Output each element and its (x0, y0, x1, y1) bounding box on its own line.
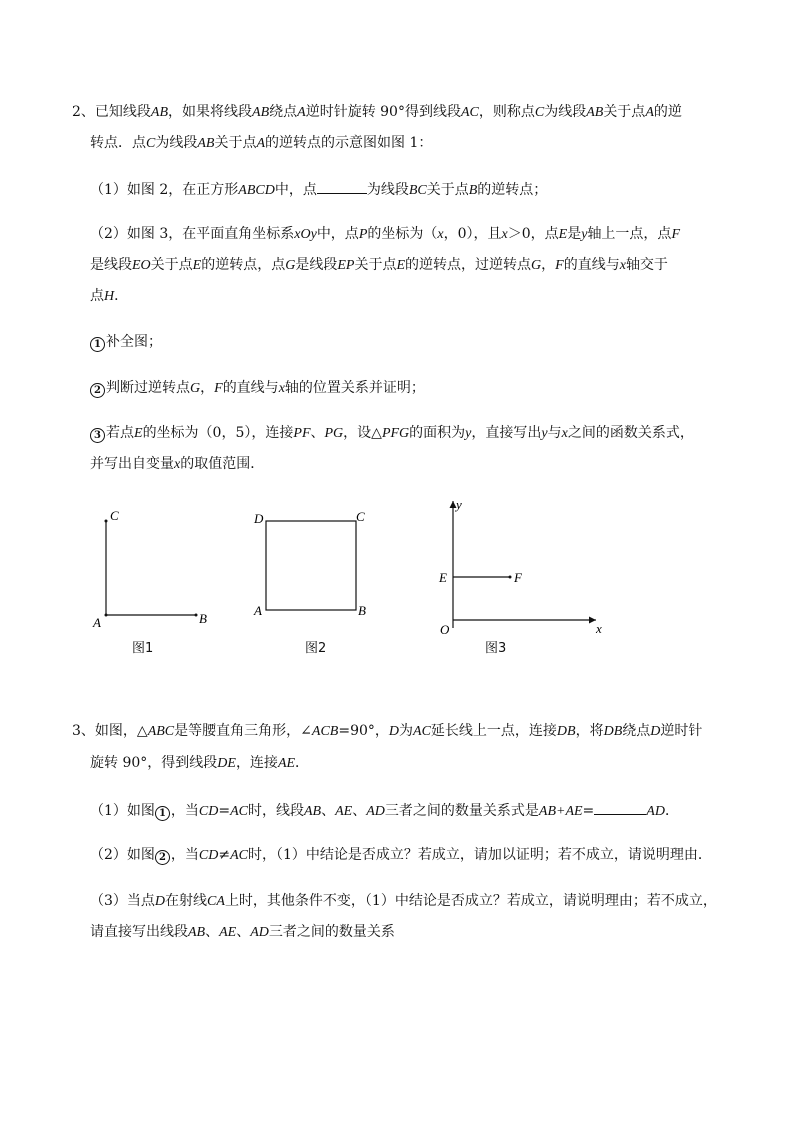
square-abcd (266, 521, 356, 610)
q3-part-2: （2）如图 2 ，当CD≠AC时，（1）中结论是否成立？若成立，请加以证明；若不成立，请说明理由． (90, 847, 712, 863)
circled-number: 1 (155, 806, 170, 821)
label-b: B (358, 603, 366, 618)
q3-part-3-line-1: （3）当点D在射线CA上时，其他条件不变，（1）中结论是否成立？若成立，请说明理由；若不成立， (90, 893, 717, 909)
label-y: y (456, 497, 462, 512)
label-x: x (596, 621, 602, 636)
figure-2 (248, 505, 378, 635)
figure-3-caption: 图3 (485, 641, 507, 656)
figure-2-caption: 图2 (305, 641, 327, 656)
figure-3 (430, 493, 610, 638)
label-a: A (93, 615, 101, 630)
circled-number: 1 (90, 337, 105, 352)
q2-line-2: 转点．点C为线段AB关于点A的逆转点的示意图如图 1： (90, 135, 433, 151)
q3-line-2: 旋转 90°，得到线段DE，连接AE． (90, 755, 310, 771)
q2-part-2-line-3: 点H． (90, 288, 129, 304)
q2-sub-3-line-2: 并写出自变量x的取值范围． (90, 456, 265, 472)
point-a (105, 614, 108, 617)
figure-1 (90, 505, 220, 635)
point-f (509, 576, 512, 579)
point-c (105, 520, 108, 523)
q2-sub-1: 1 补全图； (90, 333, 162, 352)
q2-part-2-line-1: （2）如图 3，在平面直角坐标系xOy中，点P的坐标为（x，0），且x＞0，点E是y轴上一点，点F (90, 226, 680, 242)
q2-sub-2: 2 判断过逆转点G，F的直线与x轴的位置关系并证明； (90, 379, 425, 398)
q2-sub-3-line-1: 3 若点E的坐标为（0，5），连接PF、PG，设△PFG的面积为y，直接写出y与x之间的函数关系式， (90, 424, 694, 443)
circled-number: 2 (155, 850, 170, 865)
label-c: C (356, 509, 365, 524)
label-b: B (199, 611, 207, 626)
label-o: O (440, 622, 450, 637)
circled-number: 2 (90, 383, 105, 398)
figure-1-caption: 图1 (132, 641, 154, 656)
point-b (195, 614, 198, 617)
q3-part-1: （1）如图 1 ，当CD=AC时，线段AB、AE、AD三者之间的数量关系式是AB+AE= AD． (90, 800, 679, 821)
circled-number: 3 (90, 428, 105, 443)
q2-part-1: （1）如图 2，在正方形ABCD中，点 为线段BC关于点B的逆转点； (90, 179, 547, 200)
answer-blank[interactable] (317, 179, 367, 194)
label-e: E (439, 570, 447, 585)
label-a: A (254, 603, 262, 618)
q2-part-2-line-2: 是线段EO关于点E的逆转点，点G是线段EP关于点E的逆转点，过逆转点G，F的直线与x轴交于 (90, 257, 668, 273)
q3-part-3-line-2: 请直接写出线段AB、AE、AD三者之间的数量关系 (90, 924, 395, 940)
q2-line-1: 2、已知线段AB，如果将线段AB绕点A逆时针旋转 90°得到线段AC，则称点C为线段AB关于点A的逆 (72, 104, 682, 120)
label-c: C (110, 508, 119, 523)
q3-line-1: 3、如图，△ABC是等腰直角三角形，∠ACB=90°，D为AC延长线上一点，连接DB，将DB绕点D逆时针 (72, 723, 703, 739)
label-f: F (514, 570, 522, 585)
answer-blank[interactable] (594, 800, 646, 815)
label-d: D (254, 511, 264, 526)
